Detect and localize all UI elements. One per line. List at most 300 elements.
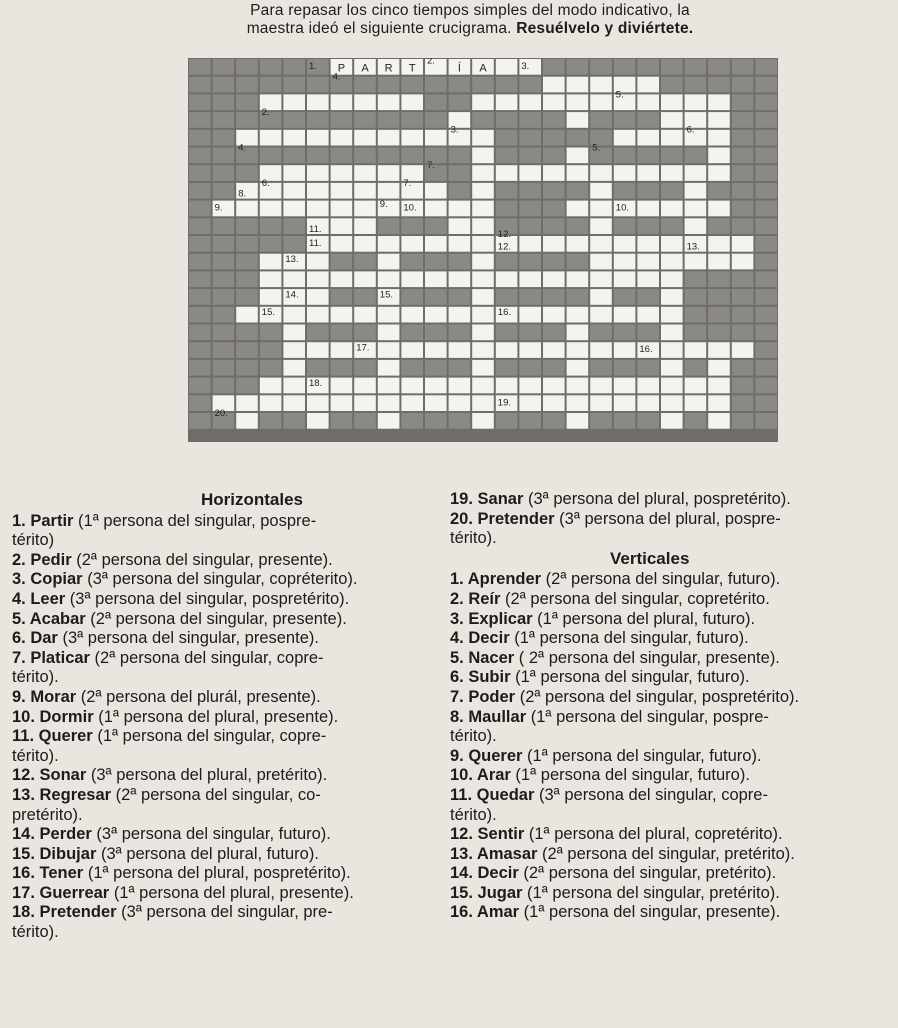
answer-cell xyxy=(331,307,353,323)
clue-continuation: térito). xyxy=(12,923,59,942)
answer-cell xyxy=(590,236,612,252)
clue-number-label: 3. xyxy=(521,61,530,72)
block-cell xyxy=(189,289,211,305)
clue-text: (2ª persona del singular, copretérito. xyxy=(500,589,770,608)
answer-cell xyxy=(472,94,494,110)
block-cell xyxy=(543,112,565,128)
clue-number: 1. Partir xyxy=(12,511,74,530)
clue-continuation: pretérito). xyxy=(12,805,83,824)
answer-cell xyxy=(708,201,730,217)
answer-cell xyxy=(661,165,683,181)
block-cell xyxy=(543,130,565,146)
block-cell xyxy=(519,413,541,429)
clue-number: 6. Subir xyxy=(450,668,511,687)
clue-number-label: 10. xyxy=(615,202,630,214)
answer-cell xyxy=(354,395,376,411)
answer-cell xyxy=(472,360,494,376)
block-cell xyxy=(189,201,211,217)
answer-cell xyxy=(378,183,400,199)
answer-cell xyxy=(260,271,282,287)
block-cell xyxy=(354,77,376,93)
clue-number: 8. Maullar xyxy=(450,707,527,726)
block-cell xyxy=(590,325,612,341)
block-cell xyxy=(661,218,683,234)
block-cell xyxy=(519,148,541,164)
answer-cell xyxy=(708,378,730,394)
answer-cell xyxy=(637,378,659,394)
intro-line-2 xyxy=(190,20,750,38)
clue-number: 4. Decir xyxy=(450,629,510,648)
block-cell xyxy=(354,289,376,305)
answer-cell xyxy=(637,94,659,110)
clue-number-label: 3. xyxy=(450,124,459,136)
clue-number-label: 2. xyxy=(261,107,270,119)
block-cell xyxy=(449,413,471,429)
answer-cell xyxy=(472,325,494,341)
clue-number: 5. Nacer xyxy=(450,648,515,667)
answer-cell xyxy=(401,271,423,287)
answer-cell xyxy=(590,378,612,394)
answer-cell xyxy=(543,395,565,411)
clue-number: 13. Regresar xyxy=(12,785,112,804)
answer-cell xyxy=(331,342,353,358)
block-cell xyxy=(283,236,305,252)
answer-cell xyxy=(708,130,730,146)
block-cell xyxy=(260,148,282,164)
verticales-clue xyxy=(450,845,890,865)
block-cell xyxy=(189,254,211,270)
block-cell xyxy=(543,254,565,270)
clue-number: 20. Pretender xyxy=(450,509,555,528)
answer-cell xyxy=(331,271,353,287)
block-cell xyxy=(755,342,777,358)
block-cell xyxy=(189,183,211,199)
verticales-section xyxy=(450,490,890,923)
answer-cell xyxy=(425,378,447,394)
filled-letter: R xyxy=(384,62,393,75)
answer-cell xyxy=(307,271,329,287)
block-cell xyxy=(614,360,636,376)
clue-text: (3ª persona del singular, copréterito). xyxy=(82,570,358,589)
answer-cell xyxy=(685,165,707,181)
answer-cell xyxy=(708,395,730,411)
answer-cell xyxy=(496,342,518,358)
block-cell xyxy=(331,112,353,128)
block-cell xyxy=(401,325,423,341)
block-cell xyxy=(378,112,400,128)
block-cell xyxy=(661,183,683,199)
block-cell xyxy=(496,360,518,376)
clue-number-label: 9. xyxy=(379,199,388,211)
block-cell xyxy=(307,112,329,128)
block-cell xyxy=(260,325,282,341)
block-cell xyxy=(496,325,518,341)
answer-cell xyxy=(543,378,565,394)
block-cell xyxy=(425,360,447,376)
clue-text: (1ª persona del singular, pospre- xyxy=(526,707,769,726)
block-cell xyxy=(354,360,376,376)
block-cell xyxy=(449,289,471,305)
block-cell xyxy=(213,289,235,305)
block-cell xyxy=(543,148,565,164)
answer-cell xyxy=(283,94,305,110)
block-cell xyxy=(496,148,518,164)
answer-cell xyxy=(307,183,329,199)
answer-cell xyxy=(472,183,494,199)
block-cell xyxy=(354,413,376,429)
block-cell xyxy=(213,236,235,252)
block-cell xyxy=(685,77,707,93)
block-cell xyxy=(260,342,282,358)
block-cell xyxy=(567,254,589,270)
clue-number-label: 17. xyxy=(356,342,370,354)
clue-number: 7. Platicar xyxy=(12,648,90,667)
answer-cell xyxy=(378,94,400,110)
clue-number-label: 7. xyxy=(403,177,412,189)
answer-cell xyxy=(590,218,612,234)
block-cell xyxy=(189,395,211,411)
answer-cell xyxy=(354,271,376,287)
answer-cell xyxy=(519,378,541,394)
block-cell xyxy=(307,325,329,341)
block-cell xyxy=(496,112,518,128)
intro-line-2a: maestra ideó el siguiente crucigrama. xyxy=(246,20,517,37)
answer-cell xyxy=(236,395,258,411)
horizontales-clue xyxy=(12,825,442,845)
answer-cell xyxy=(283,325,305,341)
clue-number-label: 4. xyxy=(332,71,341,83)
answer-cell xyxy=(354,183,376,199)
block-cell xyxy=(449,360,471,376)
block-cell xyxy=(213,307,235,323)
clue-text: (2ª persona del singular, presente). xyxy=(85,609,347,628)
block-cell xyxy=(472,112,494,128)
block-cell xyxy=(449,148,471,164)
block-cell xyxy=(543,413,565,429)
block-cell xyxy=(449,165,471,181)
answer-cell xyxy=(661,112,683,128)
answer-cell xyxy=(519,342,541,358)
horizontales-clue xyxy=(12,727,442,747)
block-cell xyxy=(189,325,211,341)
block-cell xyxy=(401,360,423,376)
clue-number: 4. Leer xyxy=(12,589,66,608)
clue-text: (2ª persona del singular, copre- xyxy=(89,648,324,667)
answer-cell xyxy=(378,254,400,270)
clue-text: (1ª persona del singular, futuro). xyxy=(509,629,749,648)
block-cell xyxy=(189,360,211,376)
verticales-clue xyxy=(450,884,890,904)
answer-cell xyxy=(378,395,400,411)
clue-number-label: 20. xyxy=(214,407,228,419)
answer-cell xyxy=(661,289,683,305)
answer-cell xyxy=(543,94,565,110)
verticales-clue xyxy=(450,747,890,767)
answer-cell xyxy=(260,395,282,411)
answer-cell xyxy=(378,360,400,376)
clue-number: 3. Copiar xyxy=(12,570,83,589)
block-cell xyxy=(519,183,541,199)
block-cell xyxy=(567,218,589,234)
block-cell xyxy=(331,325,353,341)
answer-cell xyxy=(378,307,400,323)
clue-number: 14. Perder xyxy=(12,825,92,844)
answer-cell xyxy=(685,395,707,411)
clue-number-label: 15. xyxy=(261,307,276,319)
answer-cell xyxy=(449,201,471,217)
block-cell xyxy=(708,218,730,234)
block-cell xyxy=(708,271,730,287)
block-cell xyxy=(637,183,659,199)
clue-number-label: 5. xyxy=(592,142,601,154)
answer-cell xyxy=(637,165,659,181)
block-cell xyxy=(543,218,565,234)
answer-cell xyxy=(260,254,282,270)
block-cell xyxy=(708,289,730,305)
horizontales-clue xyxy=(12,590,442,610)
clue-number: 6. Dar xyxy=(12,629,58,648)
block-cell xyxy=(614,112,636,128)
verticales-clue xyxy=(450,903,890,923)
verticales-clue xyxy=(450,570,890,590)
answer-cell xyxy=(425,271,447,287)
clue-text: (2ª persona del singular, pretérito). xyxy=(537,844,795,863)
block-cell xyxy=(213,130,235,146)
answer-cell xyxy=(449,271,471,287)
answer-cell xyxy=(283,201,305,217)
answer-cell xyxy=(283,130,305,146)
verticales-clue xyxy=(450,668,890,688)
clue-number: 18. Pretender xyxy=(12,903,117,922)
answer-cell xyxy=(685,342,707,358)
answer-cell xyxy=(732,342,754,358)
clue-number-label: 15. xyxy=(379,289,394,301)
block-cell xyxy=(685,148,707,164)
block-cell xyxy=(755,254,777,270)
block-cell xyxy=(331,413,353,429)
block-cell xyxy=(260,360,282,376)
block-cell xyxy=(425,413,447,429)
block-cell xyxy=(755,395,777,411)
clue-number: 12. Sonar xyxy=(12,766,87,785)
clue-number-label: 13. xyxy=(285,253,299,265)
block-cell xyxy=(685,307,707,323)
block-cell xyxy=(590,413,612,429)
block-cell xyxy=(732,165,754,181)
block-cell xyxy=(449,254,471,270)
clue-text: (1ª persona del plural, copretérito). xyxy=(524,825,783,844)
block-cell xyxy=(732,183,754,199)
block-cell xyxy=(236,94,258,110)
answer-cell xyxy=(307,289,329,305)
block-cell xyxy=(496,201,518,217)
clue-text: (1ª persona del singular, futuro). xyxy=(510,766,750,785)
block-cell xyxy=(614,413,636,429)
block-cell xyxy=(567,59,589,75)
block-cell xyxy=(755,236,777,252)
block-cell xyxy=(543,289,565,305)
clue-number-label: 11. xyxy=(309,223,322,235)
block-cell xyxy=(708,325,730,341)
answer-cell xyxy=(685,201,707,217)
block-cell xyxy=(425,289,447,305)
answer-cell xyxy=(378,413,400,429)
answer-cell xyxy=(661,307,683,323)
answer-cell xyxy=(378,342,400,358)
block-cell xyxy=(708,77,730,93)
block-cell xyxy=(189,165,211,181)
answer-cell xyxy=(260,201,282,217)
answer-cell xyxy=(331,165,353,181)
block-cell xyxy=(519,218,541,234)
answer-cell xyxy=(449,342,471,358)
block-cell xyxy=(637,289,659,305)
horizontales-clue xyxy=(12,649,442,669)
clue-text: (1ª persona del singular, pospre- xyxy=(73,511,317,530)
answer-cell xyxy=(567,77,589,93)
answer-cell xyxy=(378,271,400,287)
block-cell xyxy=(685,360,707,376)
clue-text: (2ª persona del singular, co- xyxy=(111,785,321,804)
answer-cell xyxy=(661,130,683,146)
answer-cell xyxy=(661,378,683,394)
block-cell xyxy=(614,183,636,199)
clue-number-label: 14. xyxy=(285,289,299,301)
answer-cell xyxy=(732,254,754,270)
answer-cell xyxy=(519,94,541,110)
block-cell xyxy=(213,148,235,164)
block-cell xyxy=(543,201,565,217)
block-cell xyxy=(755,77,777,93)
block-cell xyxy=(449,325,471,341)
filled-letter: Í xyxy=(457,62,461,75)
answer-cell xyxy=(472,130,494,146)
answer-cell xyxy=(425,201,447,217)
block-cell xyxy=(685,325,707,341)
block-cell xyxy=(260,59,282,75)
block-cell xyxy=(661,77,683,93)
clue-number: 2. Reír xyxy=(450,589,501,608)
block-cell xyxy=(519,254,541,270)
answer-cell xyxy=(732,236,754,252)
answer-cell xyxy=(614,271,636,287)
clue-number-label: 10. xyxy=(403,202,417,214)
block-cell xyxy=(260,413,282,429)
answer-cell xyxy=(307,130,329,146)
block-cell xyxy=(590,59,612,75)
answer-cell xyxy=(401,236,423,252)
block-cell xyxy=(283,77,305,93)
block-cell xyxy=(354,254,376,270)
answer-cell xyxy=(661,236,683,252)
block-cell xyxy=(732,201,754,217)
block-cell xyxy=(755,112,777,128)
block-cell xyxy=(732,218,754,234)
clue-number-label: 1. xyxy=(309,61,317,72)
block-cell xyxy=(732,378,754,394)
block-cell xyxy=(213,271,235,287)
block-cell xyxy=(401,413,423,429)
block-cell xyxy=(543,59,565,75)
filled-letter: A xyxy=(479,62,487,75)
block-cell xyxy=(755,413,777,429)
answer-cell xyxy=(637,201,659,217)
answer-cell xyxy=(378,325,400,341)
block-cell xyxy=(732,59,754,75)
clue-continuation: térito). xyxy=(450,727,497,746)
clue-text: (3ª persona del plural, pospretérito). xyxy=(523,490,791,508)
answer-cell xyxy=(590,271,612,287)
horizontales-clue xyxy=(12,786,442,806)
verticales-clue xyxy=(450,864,890,884)
block-cell xyxy=(755,165,777,181)
answer-cell xyxy=(519,395,541,411)
answer-cell xyxy=(637,236,659,252)
block-cell xyxy=(661,59,683,75)
block-cell xyxy=(755,289,777,305)
clue-number: 16. Amar xyxy=(450,903,520,922)
clue-number-label: 7. xyxy=(427,160,435,172)
answer-cell xyxy=(331,378,353,394)
answer-cell xyxy=(590,342,612,358)
clue-number: 10. Arar xyxy=(450,766,511,785)
block-cell xyxy=(189,342,211,358)
block-cell xyxy=(331,289,353,305)
answer-cell xyxy=(661,360,683,376)
block-cell xyxy=(708,183,730,199)
block-cell xyxy=(401,254,423,270)
block-cell xyxy=(236,254,258,270)
block-cell xyxy=(519,77,541,93)
clue-text: (1ª persona del singular, futuro). xyxy=(522,746,762,765)
block-cell xyxy=(213,218,235,234)
clue-continuation: térito). xyxy=(450,529,497,548)
clue-text: (3ª persona del plural, futuro). xyxy=(96,844,319,863)
answer-cell xyxy=(708,342,730,358)
block-cell xyxy=(189,236,211,252)
block-cell xyxy=(189,271,211,287)
answer-cell xyxy=(567,413,589,429)
block-cell xyxy=(236,165,258,181)
clue-number: 5. Acabar xyxy=(12,609,86,628)
clue-text: (2ª persona del plurál, presente). xyxy=(76,687,321,706)
clue-number: 14. Decir xyxy=(450,864,519,883)
answer-cell xyxy=(472,413,494,429)
block-cell xyxy=(685,59,707,75)
clue-number: 19. Sanar xyxy=(450,490,524,508)
answer-cell xyxy=(260,130,282,146)
block-cell xyxy=(189,130,211,146)
block-cell xyxy=(189,94,211,110)
answer-cell xyxy=(543,165,565,181)
answer-cell xyxy=(449,307,471,323)
block-cell xyxy=(614,218,636,234)
clue-continuation: térito). xyxy=(12,668,59,687)
horizontales-title: Horizontales xyxy=(200,490,304,509)
answer-cell xyxy=(614,395,636,411)
verticales-clue xyxy=(450,766,890,786)
block-cell xyxy=(732,289,754,305)
clue-text: (3ª persona del singular, futuro). xyxy=(91,825,331,844)
clue-text: (2ª persona del singular, futuro). xyxy=(541,570,781,589)
horizontales-clue xyxy=(12,845,442,865)
block-cell xyxy=(213,183,235,199)
block-cell xyxy=(496,289,518,305)
block-cell xyxy=(519,360,541,376)
horizontales-clue xyxy=(12,903,442,923)
block-cell xyxy=(213,165,235,181)
block-cell xyxy=(519,201,541,217)
